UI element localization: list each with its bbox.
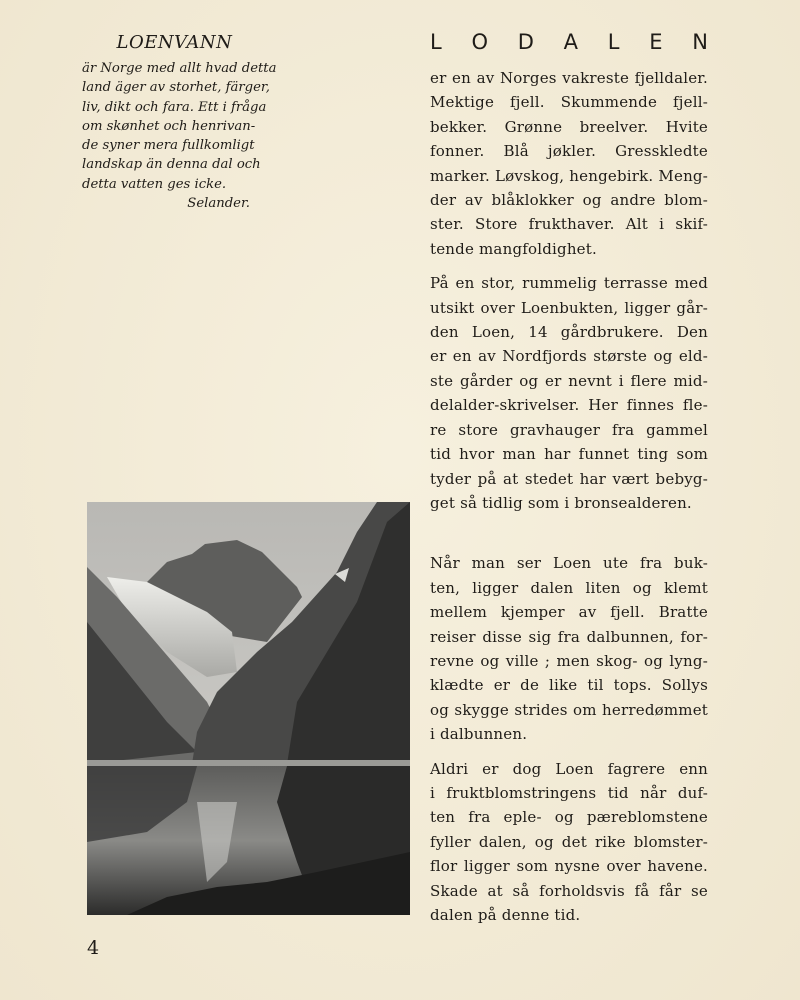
text-line: den Loen, 14 gårdbrukere. Den [430, 323, 708, 342]
page-number: 4 [87, 937, 100, 959]
text-line: get så tidlig som i bronsealderen. [430, 493, 692, 512]
text-line: er en av Norges vakreste fjelldaler. [430, 69, 708, 87]
text-line: bekker. Grønne breelver. Hvite [430, 117, 708, 136]
text-line: ten fra eple- og pæreblomstene [430, 808, 708, 827]
poem-line: om skønhet och henrivan- [82, 118, 256, 134]
text-line: marker. Løvskog, hengebirk. Meng- [430, 166, 708, 185]
title-letter: E [649, 30, 663, 54]
fjord-illustration [87, 502, 410, 915]
text-line: mellem kjemper av fjell. Bratte [430, 603, 708, 622]
poem-line: detta vatten ges icke. [82, 176, 227, 192]
text-line: ste gårder og er nevnt i flere mid- [430, 371, 708, 390]
poem-line: liv, dikt och fara. Ett i fråga [82, 99, 267, 115]
poem-line: land äger av storhet, färger, [82, 80, 270, 96]
text-line: delalder-skrivelser. Her finnes fle- [430, 396, 708, 415]
poem-block [82, 32, 277, 213]
landscape-photo [87, 502, 410, 915]
text-line: tid hvor man har funnet ting som [430, 445, 708, 464]
text-line: På en stor, rummelig terrasse med [430, 274, 708, 293]
text-line: Aldri er dog Loen fagrere enn [430, 759, 708, 778]
article-column [430, 30, 708, 937]
text-line: Når man ser Loen ute fra buk- [430, 554, 708, 573]
article-title [430, 30, 708, 54]
text-line: flor ligger som nysne over havene. [430, 857, 708, 876]
text-line: fyller dalen, og det rike blomster- [430, 832, 708, 851]
poem-line: är Norge med allt hvad detta [82, 61, 277, 76]
text-line: klædte er de like til tops. Sollys [430, 676, 708, 695]
text-line: ten, ligger dalen liten og klemt [430, 578, 708, 597]
title-letter: L [607, 30, 620, 54]
text-line: og skygge strides om herredømmet [430, 700, 708, 719]
text-line: reiser disse sig fra dalbunnen, for- [430, 627, 708, 646]
text-line: i fruktblomstringens tid når duf- [430, 783, 708, 802]
text-line: utsikt over Loenbukten, ligger går- [430, 298, 708, 317]
text-line: der av blåklokker og andre blom- [430, 191, 708, 210]
paragraph-3 [430, 551, 708, 746]
title-letter: L [430, 30, 442, 54]
poem-line: landskap än denna dal och [82, 157, 261, 173]
paragraph-4 [430, 757, 708, 928]
poem-title: LOENVANN [116, 32, 233, 53]
title-letter: O [471, 30, 488, 54]
text-line: re store gravhauger fra gammel [430, 420, 708, 439]
text-line: revne og ville ; men skog- og lyng- [430, 651, 708, 670]
text-line: tyder på at stedet har vært bebyg- [430, 469, 708, 488]
title-letter: D [517, 30, 534, 54]
paragraph-1 [430, 66, 708, 261]
text-line: tende mangfoldighet. [430, 239, 597, 258]
text-line: dalen på denne tid. [430, 906, 581, 924]
text-line: Mektige fjell. Skummende fjell- [430, 93, 708, 112]
text-line: Skade at så forholdsvis få får se [430, 881, 708, 900]
text-line: er en av Nordfjords største og eld- [430, 347, 708, 366]
text-line: ster. Store frukthaver. Alt i skif- [430, 215, 708, 234]
poem-author: Selander. [187, 196, 250, 212]
paragraph-2 [430, 271, 708, 515]
poem-line: de syner mera fullkomligt [82, 138, 255, 154]
title-letter: N [692, 30, 708, 54]
text-line: fonner. Blå jøkler. Gresskledte [430, 142, 708, 161]
title-letter: A [563, 30, 579, 54]
text-line: i dalbunnen. [430, 725, 528, 744]
